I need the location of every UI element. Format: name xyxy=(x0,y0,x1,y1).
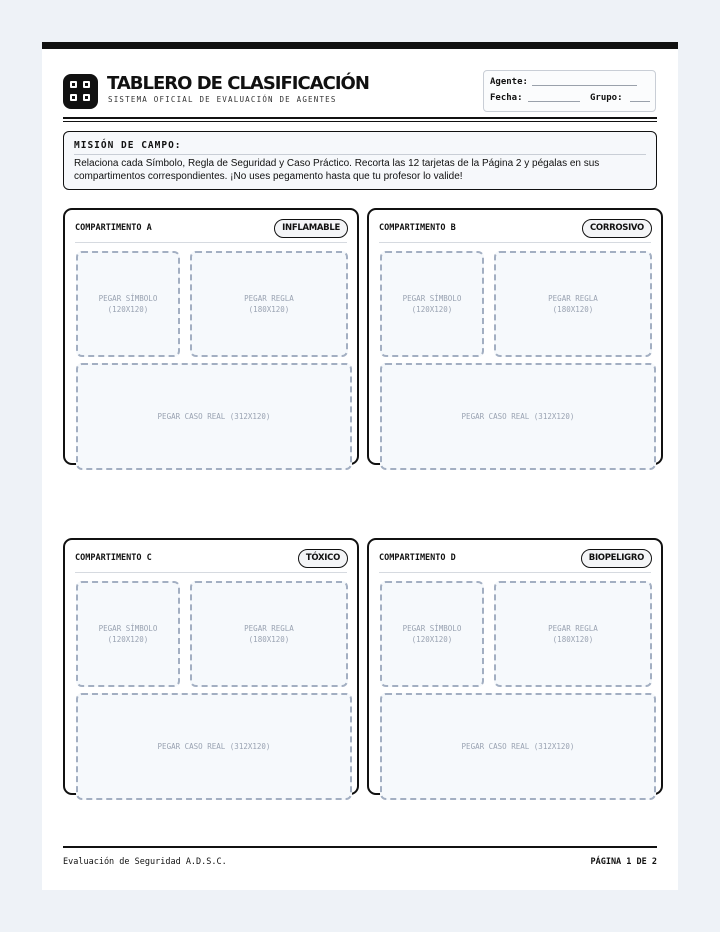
rule-drop-slot[interactable] xyxy=(190,251,348,357)
date-label: Fecha: xyxy=(490,93,523,103)
footer-divider xyxy=(63,846,657,848)
case-drop-slot[interactable] xyxy=(380,693,656,800)
slot-label: PEGAR REGLA xyxy=(244,624,294,633)
slot-label: PEGAR CASO REAL (312X120) xyxy=(461,742,575,751)
symbol-drop-slot[interactable] xyxy=(76,251,180,357)
case-drop-slot[interactable] xyxy=(76,693,352,800)
slot-size: (120X120) xyxy=(411,305,453,314)
compartment-label: COMPARTIMENTO A xyxy=(75,223,152,233)
slot-label: PEGAR SÍMBOLO xyxy=(98,624,158,633)
worksheet-page xyxy=(42,42,678,890)
group-label: Grupo: xyxy=(590,93,623,103)
compartment-label: COMPARTIMENTO C xyxy=(75,553,152,563)
agent-label: Agente: xyxy=(490,77,528,87)
slot-size: (120X120) xyxy=(107,305,149,314)
page-subtitle: SISTEMA OFICIAL DE EVALUACIÓN DE AGENTES xyxy=(108,95,337,104)
compartment-label: COMPARTIMENTO D xyxy=(379,553,456,563)
grid-four-squares-icon xyxy=(63,74,98,109)
slot-size: (180X120) xyxy=(552,635,594,644)
compartment-divider xyxy=(379,572,651,573)
compartment-a xyxy=(63,208,359,465)
header-divider xyxy=(63,117,657,119)
mission-divider xyxy=(74,154,646,155)
group-field[interactable] xyxy=(630,101,650,102)
footer-title: Evaluación de Seguridad A.D.S.C. xyxy=(63,857,227,867)
slot-label: PEGAR SÍMBOLO xyxy=(402,624,462,633)
slot-size: (120X120) xyxy=(411,635,453,644)
slot-size: (180X120) xyxy=(248,635,290,644)
compartment-label: COMPARTIMENTO B xyxy=(379,223,456,233)
page-number: PÁGINA 1 DE 2 xyxy=(590,857,657,867)
rule-drop-slot[interactable] xyxy=(494,251,652,357)
mission-title: MISIÓN DE CAMPO: xyxy=(74,140,182,151)
hazard-badge: INFLAMABLE xyxy=(274,219,348,238)
hazard-badge: TÓXICO xyxy=(298,549,348,568)
compartment-divider xyxy=(75,242,347,243)
slot-size: (180X120) xyxy=(248,305,290,314)
student-info-box xyxy=(483,70,656,112)
rule-drop-slot[interactable] xyxy=(190,581,348,687)
slot-size: (120X120) xyxy=(107,635,149,644)
hazard-badge: CORROSIVO xyxy=(582,219,652,238)
rule-drop-slot[interactable] xyxy=(494,581,652,687)
symbol-drop-slot[interactable] xyxy=(76,581,180,687)
case-drop-slot[interactable] xyxy=(380,363,656,470)
slot-label: PEGAR REGLA xyxy=(548,624,598,633)
hazard-badge: BIOPELIGRO xyxy=(581,549,652,568)
compartment-divider xyxy=(75,572,347,573)
symbol-drop-slot[interactable] xyxy=(380,581,484,687)
slot-label: PEGAR CASO REAL (312X120) xyxy=(157,412,271,421)
date-field[interactable] xyxy=(528,101,580,102)
agent-field[interactable] xyxy=(532,85,637,86)
compartment-c xyxy=(63,538,359,795)
mission-box xyxy=(63,131,657,190)
slot-label: PEGAR REGLA xyxy=(244,294,294,303)
symbol-drop-slot[interactable] xyxy=(380,251,484,357)
slot-label: PEGAR SÍMBOLO xyxy=(98,294,158,303)
slot-size: (180X120) xyxy=(552,305,594,314)
slot-label: PEGAR REGLA xyxy=(548,294,598,303)
case-drop-slot[interactable] xyxy=(76,363,352,470)
slot-label: PEGAR SÍMBOLO xyxy=(402,294,462,303)
slot-label: PEGAR CASO REAL (312X120) xyxy=(157,742,271,751)
header-divider-thin xyxy=(63,121,657,122)
compartment-divider xyxy=(379,242,651,243)
page-title: TABLERO DE CLASIFICACIÓN xyxy=(107,73,369,94)
compartment-b xyxy=(367,208,663,465)
mission-instructions: Relaciona cada Símbolo, Regla de Seguridad y Caso Práctico. Recorta las 12 tarjetas de la Página 2 y pégalas en sus compartimentos correspondientes. ¡No uses pegamento hasta que tu profesor lo valide! xyxy=(74,158,600,182)
compartment-d xyxy=(367,538,663,795)
slot-label: PEGAR CASO REAL (312X120) xyxy=(461,412,575,421)
